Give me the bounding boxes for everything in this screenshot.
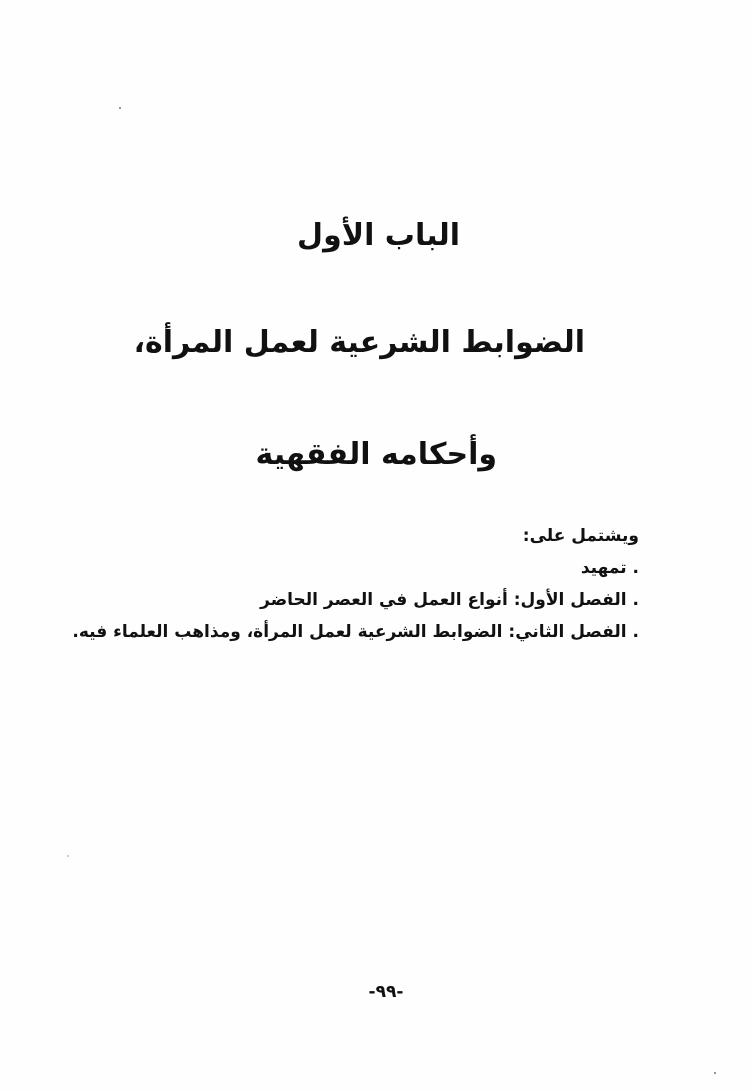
contents-intro: ويشتمل على:: [522, 526, 639, 546]
contents-item-chapter-1: . الفصل الأول: أنواع العمل في العصر الحاضر: [260, 590, 639, 610]
page-number: -٩٩-: [368, 982, 404, 1002]
scan-speck: [119, 107, 121, 109]
contents-item-preface: . تمهيد: [580, 558, 639, 578]
contents-item-chapter-2: . الفصل الثاني: الضوابط الشرعية لعمل المرأة، ومذاهب العلماء فيه.: [72, 622, 639, 642]
chapter-title: الباب الأول: [297, 218, 460, 253]
chapter-subtitle-line-1: الضوابط الشرعية لعمل المرأة،: [133, 325, 585, 360]
chapter-subtitle-line-2: وأحكامه الفقهية: [255, 437, 497, 472]
chapter-contents: [72, 520, 639, 648]
scan-speck: [67, 855, 69, 857]
scan-speck: [714, 1072, 716, 1074]
